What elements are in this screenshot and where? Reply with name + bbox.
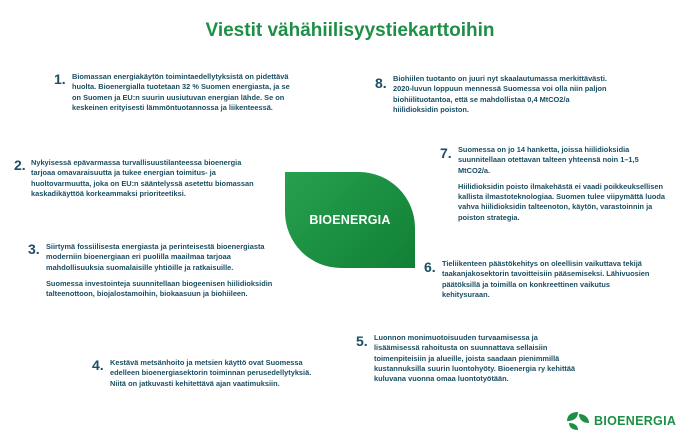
bioenergia-logo [566,410,676,432]
item-number: 2. [14,157,26,173]
item-number: 5. [356,333,368,349]
item-text [458,145,666,223]
item-number: 7. [440,145,452,161]
item-text [31,158,263,199]
item-paragraph: Biohiilen tuotanto on juuri nyt skaalautumassa merkittävästi. 2020-luvun loppuun mennessä Suomessa voi olla niin paljon biohiilituotantoa, että se mahdollistaa 0,4 MtCO2/a hiilidioksidin poiston. [393,74,607,114]
item-text [374,333,578,384]
item-paragraph: Biomassan energiakäytön toimintaedellytyksistä on pidettävä huolta. Bioenergialla tuotetaan 32 % Suomen energiasta, ja se on Suomen ja EU:n suurin uusiutuvan energian lähde. Se on keskeinen erityisesti lämmöntuotannossa ja liikenteessä. [72,72,290,112]
item-text [110,358,314,389]
leaf-label: BIOENERGIA [309,213,391,227]
item-paragraph: Luonnon monimuotoisuuden turvaamisessa ja lisäämisessä rahoitusta on suunnattava sellaisiin toimenpiteisiin ja alueille, joista saadaan pienimmillä kustannuksilla suurin luontohyöty. Bioenergia ry kehittää kuluvana vuonna omaa luontotyötään. [374,333,576,384]
item-number: 6. [424,259,436,275]
item-number: 4. [92,357,104,373]
logo-text: BIOENERGIA [594,414,677,428]
item-number: 1. [54,71,66,87]
page-title: Viestit vähähiilisyystiekarttoihin [205,20,495,41]
item-text [393,74,611,115]
item-paragraph: Siirtymä fossiilisesta energiasta ja perinteisestä bioenergiasta moderniin bioenergiaan eri puolilla maailmaa tarjoaa mahdollisuuksia suomalaisille yhtiöille ja ratkaisuille. [46,242,265,272]
item-paragraph: Nykyisessä epävarmassa turvallisuustilanteessa bioenergia tarjoaa omavaraisuutta ja tukee energian toimitus- ja huoltovarmuutta, joka on EU:n sääntelyssä asetettu biomassan kaskadikäyttöä korkeammaksi prioriteetiksi. [31,158,254,198]
logo-leaf-icon [566,411,590,431]
item-text [442,259,654,300]
item-paragraph: Hiilidioksidin poisto ilmakehästä ei vaadi poikkeuksellisen kallista ilmastoteknologiaa. Suomen tulee viipymättä luoda vahva hiilidioksidin talteenoton, käytön, varastoinnin ja poiston strategia. [458,181,665,222]
item-paragraph: Suomessa investointeja suunnitellaan biogeenisen hiilidioksidin talteenottoon, biojalostamoihin, biokaasuun ja biohiileen. [46,278,273,299]
item-paragraph: Tieliikenteen päästökehitys on oleellisin vaikuttava tekijä taakanjakosektorin tavoitteisiin pääsemiseksi. Lähivuosien päätöksillä ja toimilla on konkreettinen vaikutus kehitysuraan. [442,259,650,299]
item-number: 8. [375,75,387,91]
item-text [72,72,294,113]
item-text [46,242,274,299]
item-paragraph: Suomessa on jo 14 hanketta, joissa hiilidioksidia suunnitellaan otettavan talteen yhteensä noin 1–1,5 MtCO2/a. [458,145,639,175]
bioenergia-leaf-badge [285,172,415,268]
item-paragraph: Kestävä metsänhoito ja metsien käyttö ovat Suomessa edelleen bioenergiasektorin toiminnan perusedellytyksiä. Niitä on jatkuvasti kehitettävä ajan vaatimuksiin. [110,358,312,388]
item-number: 3. [28,241,40,257]
